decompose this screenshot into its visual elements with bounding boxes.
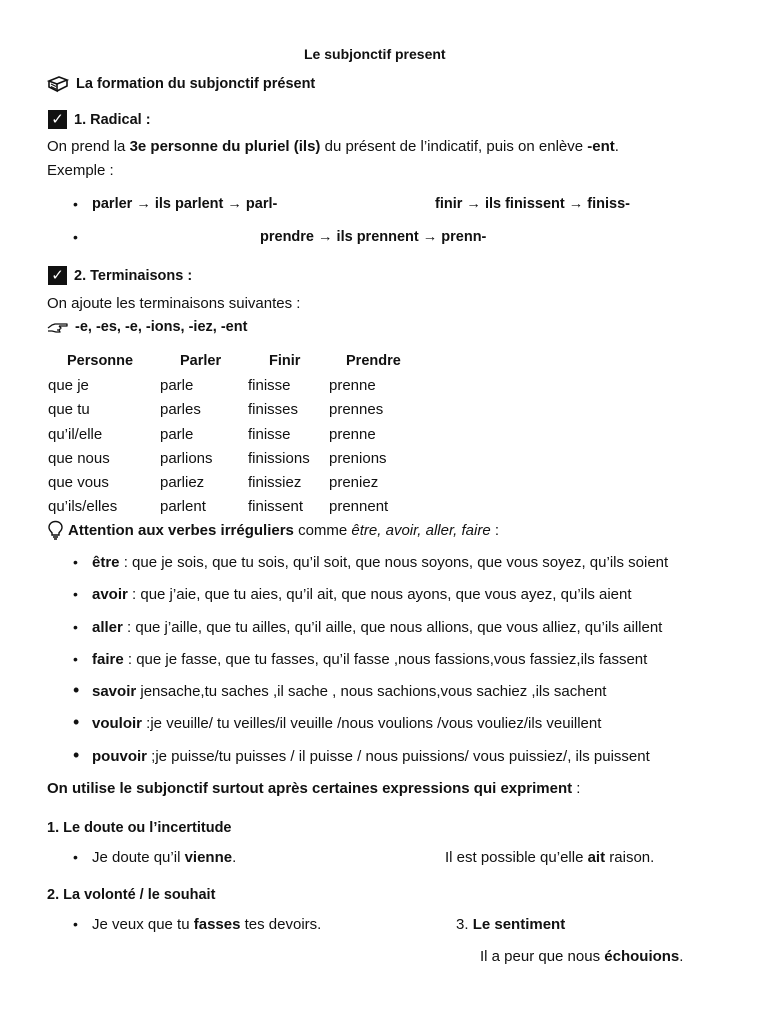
endings-list: -e, -es, -e, -ions, -iez, -ent [75,319,248,335]
volonte-example [92,916,321,933]
desc-bold: -ent [587,138,615,155]
attention-end: : [490,521,499,539]
table-header-parler: Parler [180,353,222,369]
sentiment-example [480,948,683,965]
doute-example-2 [445,849,654,866]
desc-part: . [614,138,619,155]
attention-bold: Attention aux verbes irréguliers [68,521,294,539]
volonte-heading: 2. La volonté / le souhait [47,887,216,903]
bullet: • [73,680,80,700]
usage-bold: On utilise le subjonctif surtout après certaines expressions qui expriment [47,780,573,797]
table-header-prendre: Prendre [346,353,401,369]
attention-mid: comme [293,521,352,539]
table-cell: finisse [248,426,291,443]
table-cell: parles [160,401,201,418]
doute-heading: 1. Le doute ou l’incertitude [47,820,232,836]
bullet: • [73,586,78,602]
table-cell: finissent [248,498,304,515]
verb-name: vouloir [92,715,143,732]
table-header-personne: Personne [67,353,134,369]
sentiment-label: Le sentiment [472,916,566,933]
table-cell: qu’ils/elles [48,498,118,515]
radical-label: 1. Radical : [74,111,151,128]
verb-name: pouvoir [92,748,147,765]
table-cell: qu’il/elle [48,426,103,443]
example-part: . [679,948,684,965]
example-part: Je veux que tu [92,916,194,933]
terminaisons-heading [48,266,192,285]
desc-part: du présent de l’indicatif, puis on enlève [320,138,588,155]
table-cell: parle [160,426,194,443]
table-cell: prenne [329,426,376,443]
bullet: • [73,651,78,667]
terminaisons-intro: On ajoute les terminaisons suivantes : [47,295,301,312]
pointing-hand-icon [47,319,69,335]
table-cell: que nous [48,450,110,467]
desc-bold: 3e personne du pluriel (ils) [129,138,321,155]
desc-part: On prend la [47,138,130,155]
example-bold: ait [587,849,606,866]
verb-name: faire [92,651,124,668]
table-cell: que vous [48,474,109,491]
verb-name: savoir [92,683,137,700]
bullet: • [73,916,78,932]
attention-verbs: être, avoir, aller, faire [351,521,491,539]
bullet: • [73,229,78,245]
table-cell: prenions [329,450,387,467]
verb-forms: :je veuille/ tu veilles/il veuille /nous voulions /vous vouliez/ils veuillent [142,715,602,732]
table-cell: parlions [160,450,213,467]
formation-heading [47,75,315,93]
table-cell: finissiez [248,474,302,491]
verb-name: avoir [92,586,128,603]
table-cell: parliez [160,474,205,491]
table-cell: prennent [329,498,389,515]
radical-heading [48,110,151,129]
sentiment-heading [456,916,565,933]
verb-forms: : que j’aie, que tu aies, qu’il ait, que nous ayons, que vous ayez, qu’ils aient [127,586,632,603]
example-bold: fasses [193,916,241,933]
example-bold: vienne [184,849,233,866]
doute-example-1 [92,849,236,866]
page-title: Le subjonctif present [304,46,446,62]
bullet: • [73,849,78,865]
example-part: Je doute qu’il [92,849,185,866]
table-cell: parlent [160,498,206,515]
attention-line [47,520,499,540]
usage-intro [47,780,580,797]
irregular-vouloir [92,715,601,732]
bullet: • [73,554,78,570]
radical-example-parler: parler → ils parlent → parl- [92,196,278,212]
sentiment-number: 3. [456,916,473,933]
table-cell: finissions [248,450,310,467]
book-stack-icon [47,75,69,93]
table-cell: prenne [329,377,376,394]
formation-label: La formation du subjonctif présent [76,76,316,92]
example-bold: échouions [604,948,680,965]
table-cell: que tu [48,401,90,418]
example-part: . [232,849,237,866]
bullet: • [73,196,78,212]
table-cell: parle [160,377,194,394]
table-cell: finisse [248,377,291,394]
checkbox-checked-icon: ✓ [48,110,67,129]
table-header-finir: Finir [269,353,301,369]
bullet: • [73,619,78,635]
table-cell: que je [48,377,89,394]
checkbox-checked-icon: ✓ [48,266,67,285]
irregular-faire [92,651,647,668]
terminaisons-label: 2. Terminaisons : [74,267,193,284]
example-part: raison. [605,849,655,866]
verb-forms: jensache,tu saches ,il sache , nous sachions,vous sachiez ,ils sachent [136,683,607,700]
irregular-savoir [92,683,606,700]
radical-example-finir: finir → ils finissent → finiss- [435,196,630,212]
irregular-avoir [92,586,632,603]
irregular-aller [92,619,662,636]
radical-example-prendre: prendre → ils prennent → prenn- [260,229,487,245]
verb-forms: : que je sois, que tu sois, qu’il soit, que nous soyons, que vous soyez, qu’ils soient [119,554,669,571]
verb-forms: : que j’aille, que tu ailles, qu’il aille, que nous allions, que vous alliez, qu’ils aillent [122,619,663,636]
example-part: tes devoirs. [240,916,322,933]
lightbulb-icon [47,520,64,540]
table-cell: finisses [248,401,299,418]
verb-name: être [92,554,120,571]
irregular-pouvoir [92,748,650,765]
verb-name: aller [92,619,123,636]
verb-forms: ;je puisse/tu puisses / il puisse / nous puissions/ vous puissiez/, ils puissent [147,748,650,765]
verb-forms: : que je fasse, que tu fasses, qu’il fasse ,nous fassions,vous fassiez,ils fassent [123,651,648,668]
example-part: Il est possible qu’elle [445,849,588,866]
endings-line [47,319,247,335]
example-label: Exemple : [47,162,114,179]
radical-description [47,138,619,155]
irregular-etre [92,554,668,571]
example-part: Il a peur que nous [480,948,605,965]
bullet: • [73,745,80,765]
bullet: • [73,712,80,732]
table-cell: prennes [329,401,384,418]
table-cell: preniez [329,474,379,491]
usage-end: : [572,780,581,797]
